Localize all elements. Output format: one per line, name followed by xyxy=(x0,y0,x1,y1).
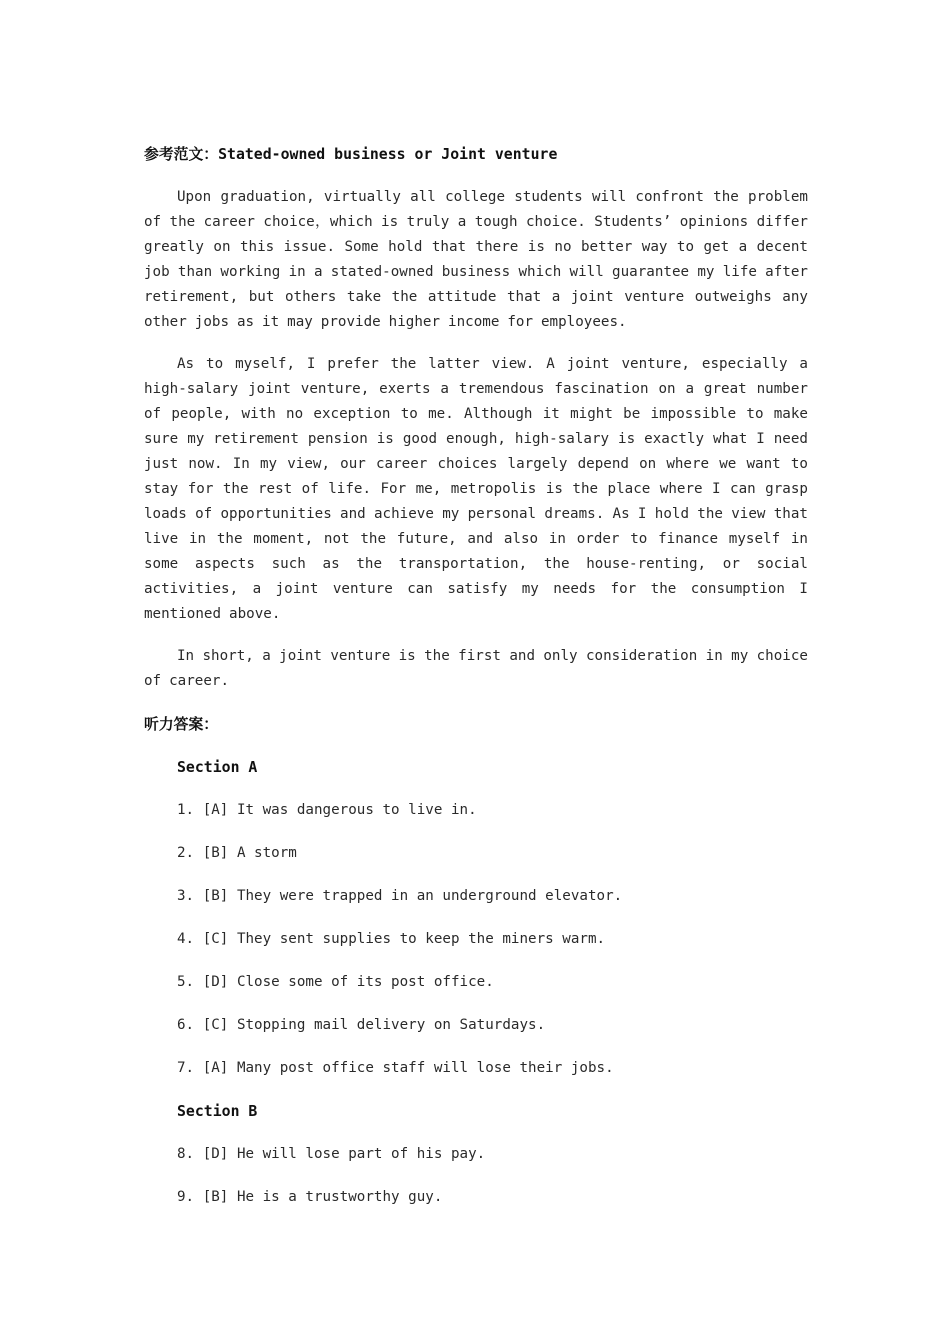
answer-number: 2. xyxy=(177,845,195,862)
answer-text: He will lose part of his pay. xyxy=(236,1146,486,1163)
answer-choice: [B] xyxy=(202,888,229,905)
answer-item xyxy=(177,798,808,823)
answer-item xyxy=(177,970,808,995)
answer-text: Many post office staff will lose their jobs. xyxy=(236,1060,614,1077)
answer-choice: [C] xyxy=(202,1017,229,1034)
answer-choice: [A] xyxy=(202,802,229,819)
answer-text: Stopping mail delivery on Saturdays. xyxy=(236,1017,546,1034)
answer-text: A storm xyxy=(236,845,297,862)
answer-item xyxy=(177,841,808,866)
answer-item xyxy=(177,1142,808,1167)
listening-heading: 听力答案： xyxy=(144,716,219,734)
answer-item xyxy=(177,884,808,909)
answer-number: 6. xyxy=(177,1017,195,1034)
answer-text: He is a trustworthy guy. xyxy=(236,1189,443,1206)
answer-text: They were trapped in an underground elevator. xyxy=(236,888,623,905)
answer-choice: [C] xyxy=(202,931,229,948)
answer-choice: [B] xyxy=(202,845,229,862)
answer-item xyxy=(177,927,808,952)
document-page xyxy=(144,142,808,1228)
answer-number: 4. xyxy=(177,931,195,948)
answer-item xyxy=(177,1056,808,1081)
answer-number: 1. xyxy=(177,802,195,819)
answer-text: They sent supplies to keep the miners warm. xyxy=(236,931,606,948)
section-a-title: Section A xyxy=(177,759,258,777)
essay-paragraph-3: In short, a joint venture is the first and only consideration in my choice of career. xyxy=(144,648,808,690)
section-b-title: Section B xyxy=(177,1103,258,1121)
answer-choice: [B] xyxy=(202,1189,229,1206)
answer-choice: [D] xyxy=(202,1146,229,1163)
answer-choice: [D] xyxy=(202,974,229,991)
essay-paragraph-1: Upon graduation, virtually all college students will confront the problem of the career choice，which is truly a tough choice. Students’ opinions differ greatly on this issue. Some hold that there is no better way to get a decent job than working in a stated-owned business which will guarantee my life after retirement, but others take the attitude that a joint venture outweighs any other jobs as it may provide higher income for employees. xyxy=(144,189,808,330)
essay-paragraph-2: As to myself, I prefer the latter view. A joint venture, especially a high-salary joint venture, exerts a tremendous fascination on a great number of people, with no exception to me. Although it might be impossible to make sure my retirement pension is good enough, high-salary is exactly what I need just now. In my view, our career choices largely depend on where we want to stay for the rest of life. For me, metropolis is the place where I can grasp loads of opportunities and achieve my personal dreams. As I hold the view that live in the moment, not the future, and also in order to finance myself in some aspects such as the transportation, the house-renting, or social activities, a joint venture can satisfy my needs for the consumption I mentioned above. xyxy=(144,356,808,622)
answer-number: 5. xyxy=(177,974,195,991)
answer-number: 3. xyxy=(177,888,195,905)
answer-number: 8. xyxy=(177,1146,195,1163)
essay-heading: 参考范文：Stated-owned business or Joint venture xyxy=(144,146,558,163)
answer-item xyxy=(177,1013,808,1038)
answer-item xyxy=(177,1185,808,1210)
answer-choice: [A] xyxy=(202,1060,229,1077)
answer-number: 7. xyxy=(177,1060,195,1077)
answer-text: Close some of its post office. xyxy=(236,974,494,991)
answer-number: 9. xyxy=(177,1189,195,1206)
answer-text: It was dangerous to live in. xyxy=(236,802,477,819)
